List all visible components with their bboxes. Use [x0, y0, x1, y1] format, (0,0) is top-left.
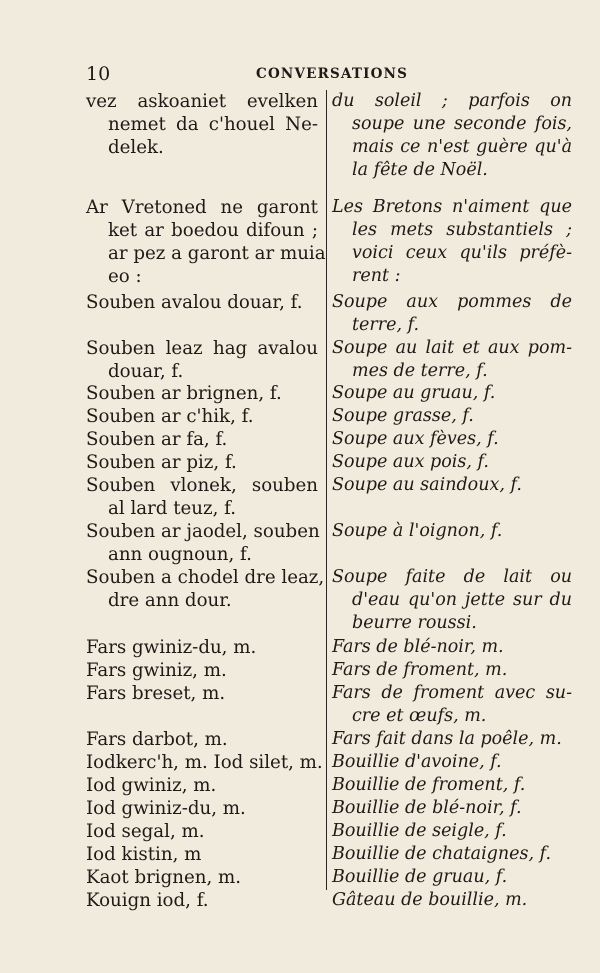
breton-entry-line: delek.	[108, 137, 164, 158]
french-entry-line: Fars de froment, m.	[332, 660, 508, 680]
french-entry-line: Soupe grasse, f.	[332, 406, 474, 426]
french-entry-line: la fête de Noël.	[352, 160, 488, 180]
french-entry-line: cre et œufs, m.	[352, 706, 487, 726]
french-entry-line: soupe une seconde fois,	[352, 114, 572, 134]
breton-entry	[86, 751, 323, 774]
breton-entry	[86, 636, 318, 659]
breton-entry-line: al lard teuz, f.	[108, 498, 237, 519]
breton-entry-line: Souben ar c'hik, f.	[86, 406, 254, 427]
breton-entry	[86, 520, 318, 566]
breton-entry-line: ket ar boedou difoun ;	[108, 220, 318, 241]
french-entry	[332, 451, 572, 474]
breton-entry-line: Souben ar jaodel, souben	[86, 521, 320, 542]
running-title: CONVERSATIONS	[256, 66, 409, 82]
breton-entry-line: Iod segal, m.	[86, 821, 205, 842]
page-number: 10	[86, 63, 111, 85]
french-entry	[332, 474, 572, 497]
french-entry-line: Bouillie de gruau, f.	[332, 867, 508, 887]
french-entry	[332, 90, 572, 182]
breton-entry	[86, 820, 318, 843]
french-entry-line: Bouillie de blé-noir, f.	[332, 798, 522, 818]
french-entry-line: Soupe aux fèves, f.	[332, 429, 499, 449]
breton-entry	[86, 337, 318, 383]
french-entry	[332, 291, 572, 337]
french-entry-line: rent :	[352, 266, 401, 286]
breton-entry-line: ar pez a garont ar muia	[108, 243, 326, 264]
breton-entry-line: Fars darbot, m.	[86, 729, 228, 750]
french-entry	[332, 659, 572, 682]
breton-entry-line: nemet da c'houel Ne-	[108, 114, 318, 135]
french-entry	[332, 428, 572, 451]
french-entry	[332, 196, 572, 288]
breton-entry	[86, 659, 318, 682]
french-entry-line: Soupe faite de lait ou	[332, 567, 572, 587]
breton-entry-line: Iod gwiniz-du, m.	[86, 798, 246, 819]
french-entry-line: Soupe à l'oignon, f.	[332, 521, 503, 541]
french-entry	[332, 728, 572, 751]
french-entry-line: Soupe au gruau, f.	[332, 383, 496, 403]
french-entry	[332, 337, 572, 383]
french-entry	[332, 797, 572, 820]
breton-entry	[86, 889, 318, 912]
breton-entry	[86, 797, 318, 820]
french-entry	[332, 636, 572, 659]
french-entry-line: mes de terre, f.	[352, 361, 488, 381]
breton-entry-line: ann ougnoun, f.	[108, 544, 252, 565]
breton-entry-line: Souben leaz hag avalou	[86, 338, 318, 359]
breton-entry	[86, 774, 318, 797]
breton-entry	[86, 843, 318, 866]
breton-entry-line: Souben vlonek, souben	[86, 475, 318, 496]
french-entry-line: Soupe au lait et aux pom-	[332, 338, 572, 358]
breton-entry-line: Fars gwiniz, m.	[86, 660, 227, 681]
french-entry-line: d'eau qu'on jette sur du	[352, 590, 572, 610]
french-entry-line: Soupe aux pommes de	[332, 292, 572, 312]
french-entry	[332, 889, 572, 912]
breton-entry-line: Fars gwiniz-du, m.	[86, 637, 257, 658]
breton-entry	[86, 682, 318, 705]
breton-entry	[86, 405, 318, 428]
french-entry-line: les mets substantiels ;	[352, 220, 572, 240]
breton-entry	[86, 291, 318, 314]
breton-entry-line: Kouign iod, f.	[86, 890, 209, 911]
column-divider	[326, 90, 327, 890]
french-entry-line: Bouillie de chataignes, f.	[332, 844, 552, 864]
breton-entry-line: vez askoaniet evelken	[86, 91, 318, 112]
french-entry	[332, 520, 572, 543]
breton-entry	[86, 382, 318, 405]
french-entry-line: Bouillie de froment, f.	[332, 775, 526, 795]
breton-entry	[86, 451, 318, 474]
french-entry	[332, 382, 572, 405]
breton-entry	[86, 90, 318, 159]
breton-entry-line: dre ann dour.	[108, 590, 232, 611]
french-entry	[332, 774, 572, 797]
french-entry-line: du soleil ; parfois on	[332, 91, 572, 111]
breton-entry	[86, 474, 318, 520]
french-entry-line: Bouillie d'avoine, f.	[332, 752, 502, 772]
french-entry-line: Les Bretons n'aiment que	[332, 197, 572, 217]
breton-entry-line: Souben ar piz, f.	[86, 452, 237, 473]
french-entry	[332, 866, 572, 889]
french-entry	[332, 405, 572, 428]
breton-entry-line: Kaot brignen, m.	[86, 867, 242, 888]
breton-entry	[86, 866, 318, 889]
french-entry	[332, 751, 572, 774]
breton-entry-line: douar, f.	[108, 361, 184, 382]
breton-entry-line: Souben a chodel dre leaz,	[86, 567, 325, 588]
french-entry-line: Fars de blé-noir, m.	[332, 637, 504, 657]
french-entry	[332, 566, 572, 635]
breton-entry	[86, 728, 318, 751]
french-entry-line: terre, f.	[352, 315, 420, 335]
breton-entry-line: Iod gwiniz, m.	[86, 775, 217, 796]
french-entry	[332, 682, 572, 728]
breton-entry-line: Souben ar brignen, f.	[86, 383, 282, 404]
french-entry	[332, 843, 572, 866]
french-entry-line: mais ce n'est guère qu'à	[352, 137, 572, 157]
french-entry-line: Bouillie de seigle, f.	[332, 821, 507, 841]
breton-entry-line: Fars breset, m.	[86, 683, 226, 704]
french-entry-line: Fars fait dans la poêle, m.	[332, 729, 562, 749]
breton-entry-line: Ar Vretoned ne garont	[86, 197, 318, 218]
breton-entry	[86, 428, 318, 451]
breton-entry-line: Iod kistin, m	[86, 844, 202, 865]
french-entry-line: beurre roussi.	[352, 613, 477, 633]
breton-entry-line: Souben avalou douar, f.	[86, 292, 303, 313]
french-entry	[332, 820, 572, 843]
french-entry-line: voici ceux qu'ils préfè-	[352, 243, 572, 263]
french-entry-line: Fars de froment avec su-	[332, 683, 572, 703]
breton-entry-line: eo :	[108, 266, 142, 287]
breton-entry	[86, 196, 326, 288]
french-entry-line: Gâteau de bouillie, m.	[332, 890, 528, 910]
breton-entry-line: Iodkerc'h, m. Iod silet, m.	[86, 752, 323, 773]
french-entry-line: Soupe aux pois, f.	[332, 452, 489, 472]
french-entry-line: Soupe au saindoux, f.	[332, 475, 522, 495]
breton-entry-line: Souben ar fa, f.	[86, 429, 228, 450]
breton-entry	[86, 566, 325, 612]
